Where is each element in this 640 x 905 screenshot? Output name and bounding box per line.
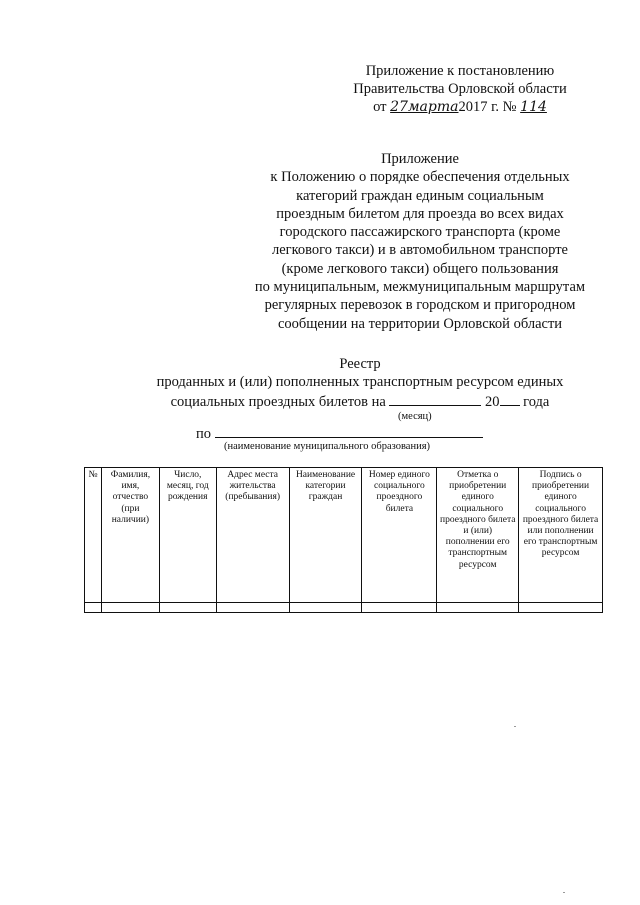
appendix-line: (кроме легкового такси) общего пользования [281,260,559,277]
appendix-line: проездным билетом для проезда во всех видах [276,205,564,222]
appendix-line: категорий граждан единым социальным [296,187,544,204]
municipality-blank [215,424,483,438]
appendix-line: регулярных перевозок в городском и пригородном [264,297,576,314]
po-label: по [196,426,212,442]
table-cell [289,603,362,613]
table-cell [519,603,603,613]
table-cell [362,603,437,613]
col-fullname-header: Фамилия, имя, отчество (при наличии) [101,468,159,603]
col-address-header: Адрес места жительства (пребывания) [216,468,289,603]
table-cell [437,603,519,613]
col-ticket-number-header: Номер единого социального проездного билета [362,468,437,603]
appendix-line: сообщении на территории Орловской области [277,315,563,332]
period-prefix: социальных проездных билетов на [170,393,386,410]
month-blank [389,392,481,406]
col-number-header: № [85,468,102,603]
appendix-line: по муниципальным, межмуниципальным маршрутам [254,279,586,296]
table-row [85,603,603,613]
table-cell [101,603,159,613]
registry-title: Реестр [339,356,381,372]
scan-speck [514,726,516,727]
number-handwritten: 114 [520,99,547,115]
appendix-line: легкового такси) и в автомобильном транспорте [272,242,568,259]
col-birthdate-header: Число, месяц, год рождения [159,468,216,603]
table-header-row [85,468,603,603]
header-line-1: Приложение к постановлению [365,63,555,79]
header-date-line [330,98,590,116]
table-cell [85,603,102,613]
scan-speck [563,892,565,893]
year-prefix: 20 [485,393,500,410]
date-prefix: от [373,99,387,115]
table-cell [159,603,216,613]
registry-subtitle: проданных и (или) пополненных транспортным ресурсом единых [156,374,564,391]
appendix-line: к Положению о порядке обеспечения отдельных [270,169,570,186]
year-blank [500,392,520,406]
appendix-line: городского пассажирского транспорта (кроме [279,224,561,241]
registry-title-block [100,355,620,411]
resolution-header [330,62,590,116]
registry-period-line [100,392,620,411]
appendix-line: Приложение [381,151,459,167]
appendix-block [235,150,605,333]
date-day-handwritten: 27 [390,99,408,115]
period-suffix: года [523,393,550,410]
date-month-handwritten: марта [407,99,459,115]
municipality-caption: (наименование муниципального образования) [224,441,431,452]
header-line-2: Правительства Орловской области [353,81,567,97]
registry-table [84,467,603,613]
table-cell [216,603,289,613]
date-year: 2017 г. № [458,99,517,115]
month-caption: (месяц) [398,411,432,422]
col-signature-header: Подпись о приобретении единого социального проездного билета или пополнении его транспортным ресурсом [519,468,603,603]
col-purchase-mark-header: Отметка о приобретении единого социального проездного билета и (или) пополнении его транспортным ресурсом [437,468,519,603]
col-category-header: Наименование категории граждан [289,468,362,603]
